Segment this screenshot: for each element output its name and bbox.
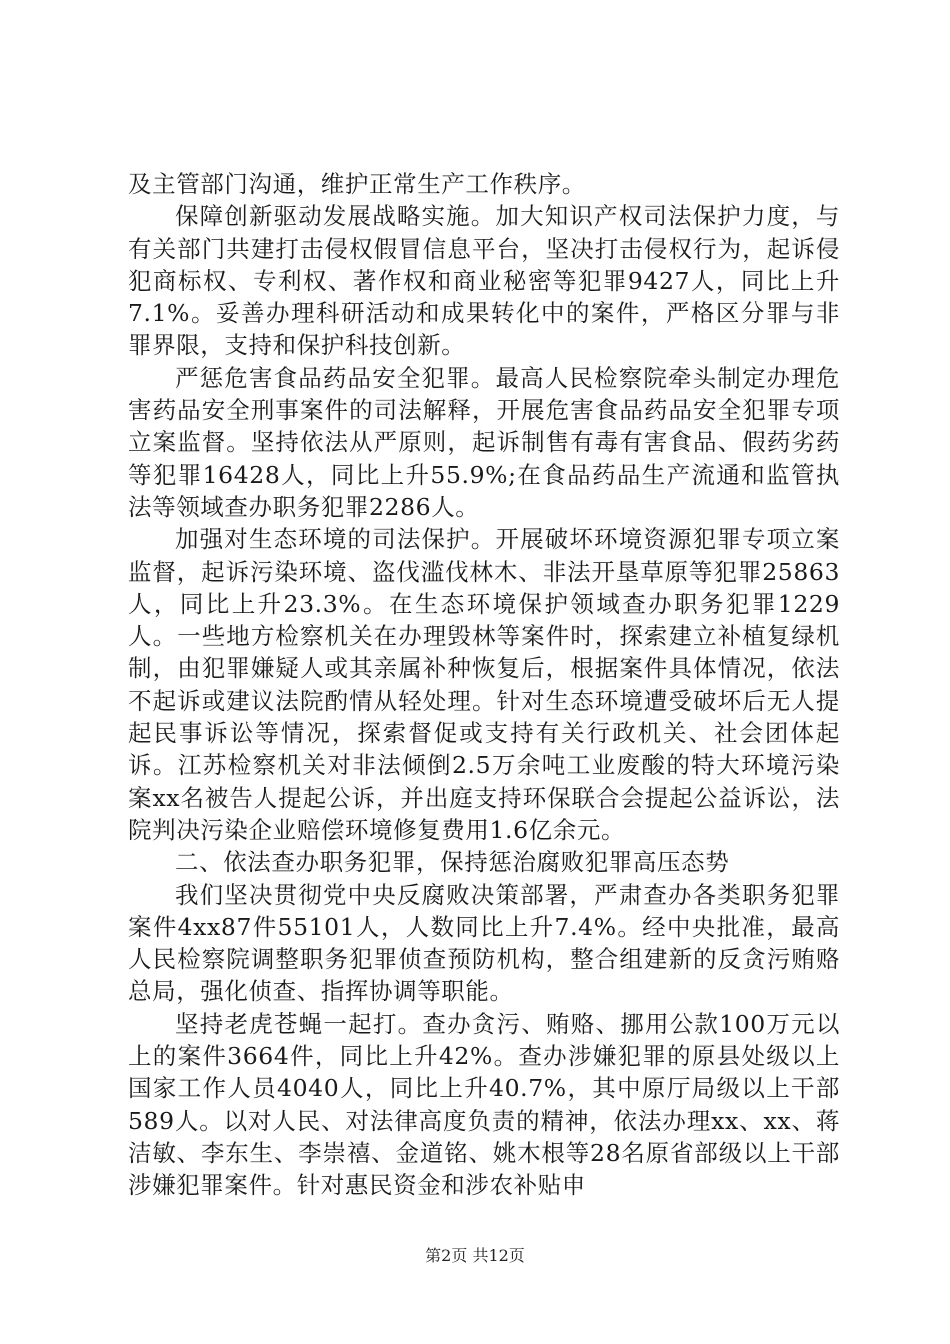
paragraph-anti-corruption: 我们坚决贯彻党中央反腐败决策部署，严肃查办各类职务犯罪案件4xx87件55101人，人数同比上升7.4%。经中央批准，最高人民检察院调整职务犯罪侦查预防机构，整合组建新的反贪污贿赂总局，强化侦查、指挥协调等职能。 [128, 880, 840, 1006]
section-heading: 二、依法查办职务犯罪，保持惩治腐败犯罪高压态势 [175, 848, 730, 877]
paragraph-food-drug-safety: 严惩危害食品药品安全犯罪。最高人民检察院牵头制定办理危害药品安全刑事案件的司法解释，开展危害食品药品安全犯罪专项立案监督。坚持依法从严原则，起诉制售有毒有害食品、假药劣药等犯罪16428人，同比上升55.9%;在食品药品生产流通和监管执法等领域查办职务犯罪2286人。 [128, 363, 840, 521]
paragraph-innovation: 保障创新驱动发展战略实施。加大知识产权司法保护力度，与有关部门共建打击侵权假冒信息平台，坚决打击侵权行为，起诉侵犯商标权、专利权、著作权和商业秘密等犯罪9427人，同比上升7.1%。妥善办理科研活动和成果转化中的案件，严格区分罪与非罪界限，支持和保护科技创新。 [128, 202, 840, 360]
paragraph-ecology: 加强对生态环境的司法保护。开展破坏环境资源犯罪专项立案监督，起诉污染环境、盗伐滥伐林木、非法开垦草原等犯罪25863人，同比上升23.3%。在生态环境保护领域查办职务犯罪1229人。一些地方检察机关在办理毁林等案件时，探索建立补植复绿机制，由犯罪嫌疑人或其亲属补种恢复后，根据案件具体情况，依法不起诉或建议法院酌情从轻处理。针对生态环境遭受破坏后无人提起民事诉讼等情况，探索督促或支持有关行政机关、社会团体起诉。江苏检察机关对非法倾倒2.5万余吨工业废酸的特大环境污染案xx名被告人提起公诉，并出庭支持环保联合会提起公益诉讼，法院判决污染企业赔偿环境修复费用1.6亿余元。 [128, 525, 840, 844]
page-number-footer: 第2页 共12页 [425, 1246, 525, 1265]
paragraph-continuation: 及主管部门沟通，维护正常生产工作秩序。 [128, 170, 586, 198]
paragraph-tigers-flies: 坚持老虎苍蝇一起打。查办贪污、贿赂、挪用公款100万元以上的案件3664件，同比上升42%。查办涉嫌犯罪的原县处级以上国家工作人员4040人，同比上升40.7%，其中原厅局级以上干部589人。以对人民、对法律高度负责的精神，依法办理xx、xx、蒋洁敏、李东生、李崇禧、金道铭、姚木根等28名原省部级以上干部涉嫌犯罪案件。针对惠民资金和涉农补贴申 [128, 1009, 840, 1200]
document-body [128, 168, 840, 1202]
